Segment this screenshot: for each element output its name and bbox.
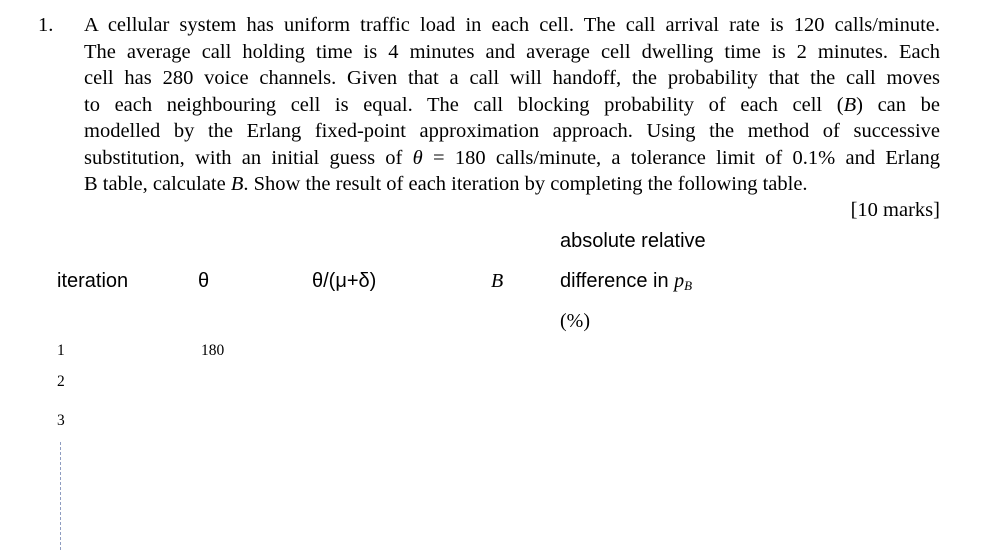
question-line-5: modelled by the Erlang fixed-point approximation approach. Using the method of successive [84, 120, 940, 142]
question-line-6: substitution, with an initial guess of θ = 180 calls/minute, a tolerance limit of 0.1% and Erlang [84, 146, 940, 169]
variable-b: B [843, 93, 857, 116]
row-1-iteration: 1 [57, 342, 65, 359]
marks-label: [10 marks] [850, 199, 940, 221]
row-1-theta: 180 [201, 342, 225, 359]
variable-theta: θ [412, 146, 423, 169]
question-line-7: B table, calculate B. Show the result of each iteration by completing the following table. [84, 173, 808, 195]
header-difference-line-3: (%) [560, 310, 590, 332]
row-2-iteration: 2 [57, 373, 65, 390]
header-difference-line-2: difference in $p_B$ [560, 270, 693, 293]
header-blocking: B [491, 270, 504, 292]
question-number: 1. [38, 14, 54, 36]
question-text [84, 12, 940, 198]
dashed-continuation-line [60, 442, 61, 550]
header-theta: θ [198, 270, 210, 292]
row-3-iteration: 3 [57, 412, 65, 429]
variable-b: B [230, 173, 244, 195]
question-line-4: to each neighbouring cell is equal. The call blocking probability of each cell (B) can be [84, 93, 941, 116]
question-line-3: cell has 280 voice channels. Given that a call will handoff, the probability that the call moves [84, 67, 940, 89]
header-ratio: θ/(μ+δ) [312, 270, 377, 292]
header-iteration: iteration [57, 270, 129, 292]
question-line-2: The average call holding time is 4 minutes and average cell dwelling time is 2 minutes. Each [84, 40, 940, 63]
symbol-p-b: $p_B$ [674, 270, 693, 293]
question-line-1: A cellular system has uniform traffic load in each cell. The call arrival rate is 120 calls/minute. [84, 14, 940, 36]
header-difference-line-1: absolute relative [560, 230, 706, 252]
